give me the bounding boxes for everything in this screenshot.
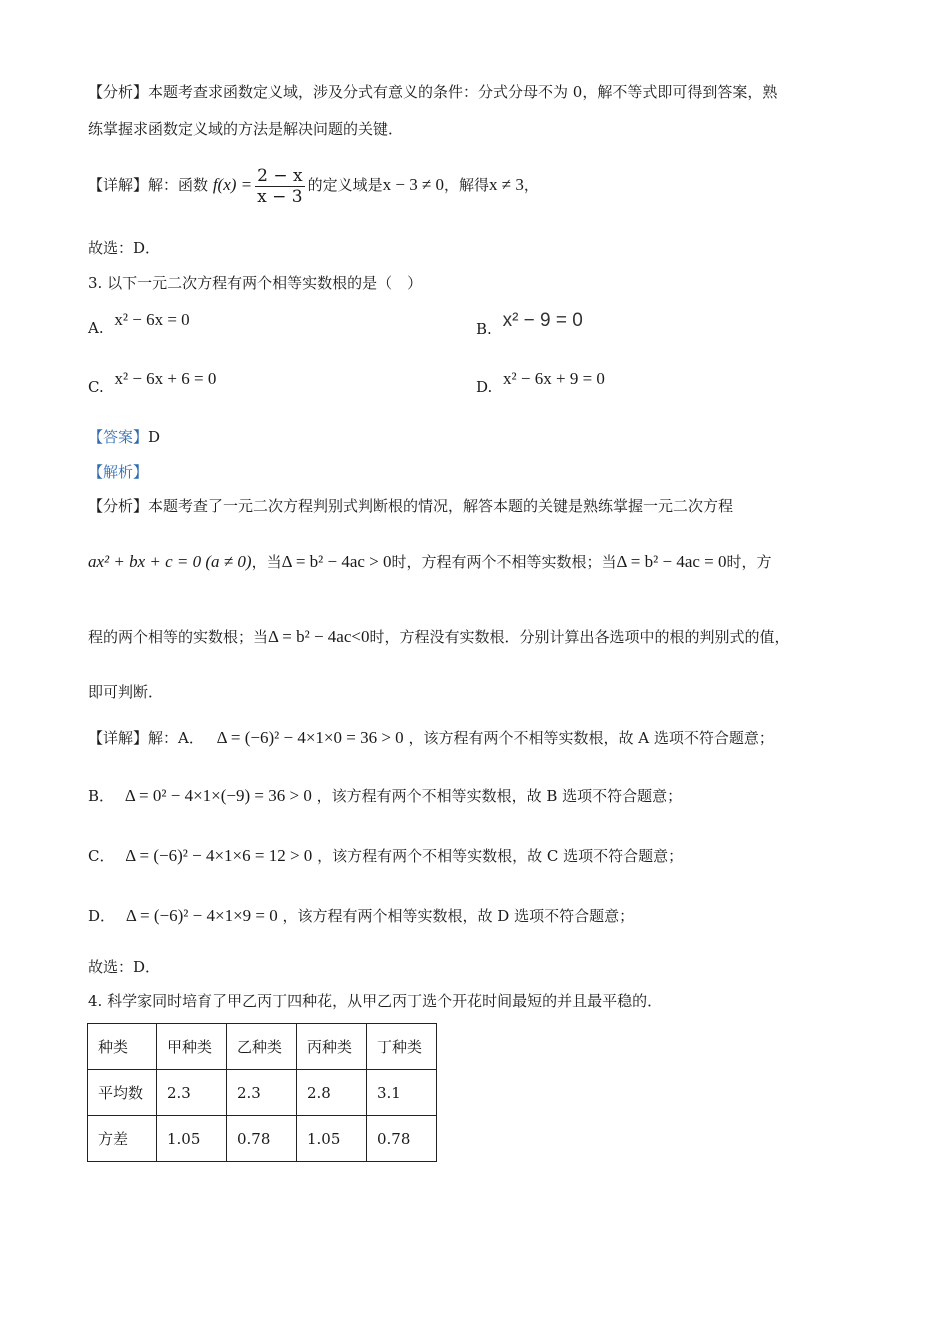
disc-negative: Δ = b² − 4ac<0 xyxy=(268,627,370,646)
disc-zero: Δ = b² − 4ac = 0 xyxy=(616,552,727,571)
table-cell: 1.05 xyxy=(297,1116,367,1162)
q3-analysis-line4: 即可判断． xyxy=(88,683,164,701)
table-cell: 1.05 xyxy=(157,1116,227,1162)
q3-stem: 3. 以下一元二次方程有两个相等实数根的是（ ） xyxy=(88,274,423,292)
table-cell: 方差 xyxy=(88,1116,157,1162)
table-row xyxy=(88,1116,437,1162)
option-d: D. x² − 6x + 9 = 0 xyxy=(476,369,605,396)
flower-table xyxy=(87,1023,437,1162)
table-header-row xyxy=(88,1024,437,1070)
general-form: ax² + bx + c = 0 (a ≠ 0) xyxy=(88,552,252,571)
detail-tag: 【详解】 xyxy=(88,729,149,747)
fraction: $\frac{2 - x}{x - 3}$ xyxy=(257,165,303,207)
table-cell: 平均数 xyxy=(88,1070,157,1116)
analysis-tag: 【分析】 xyxy=(88,83,149,101)
table-cell: 0.78 xyxy=(367,1116,437,1162)
table-cell: 2.3 xyxy=(157,1070,227,1116)
table-row xyxy=(88,1070,437,1116)
table-cell: 2.3 xyxy=(227,1070,297,1116)
detail-tag: 【详解】 xyxy=(88,176,149,194)
answer-tag: 【答案】 xyxy=(88,428,149,446)
q3-conclusion: 故选：D． xyxy=(88,958,161,976)
q2-detail: 【详解】解：函数 f(x) = $\frac{2 - x}{x - 3}$ 的定义域是x − 3 ≠ 0，解得x ≠ 3， xyxy=(88,165,539,207)
table-cell: 0.78 xyxy=(227,1116,297,1162)
analysis-tag: 【分析】 xyxy=(88,497,149,515)
answer-line xyxy=(88,426,160,448)
option-b: B. x² − 9 = 0 xyxy=(476,310,583,338)
table-cell: 2.8 xyxy=(297,1070,367,1116)
disc-positive: Δ = b² − 4ac > 0 xyxy=(281,552,392,571)
option-a: A. x² − 6x = 0 xyxy=(88,310,190,337)
q2-conclusion: 故选：D． xyxy=(88,239,161,257)
domain-result: x ≠ 3 xyxy=(489,175,524,194)
jiexi-tag: 【解析】 xyxy=(88,463,149,481)
q3-detail-c: C． Δ = (−6)² − 4×1×6 = 12 > 0 ，该方程有两个不相等实数根，故 C 选项不符合题意； xyxy=(88,846,684,865)
table-header-cell: 丁种类 xyxy=(367,1024,437,1070)
table-header-cell: 种类 xyxy=(88,1024,157,1070)
table-header-cell: 丙种类 xyxy=(297,1024,367,1070)
domain-condition: x − 3 ≠ 0 xyxy=(382,175,445,194)
q2-analysis-line1: 【分析】本题考查求函数定义域，涉及分式有意义的条件：分式分母不为 0，解不等式即可得到答案，熟 xyxy=(88,83,778,101)
q3-detail-a: 【详解】解：A． Δ = (−6)² − 4×1×0 = 36 > 0 ，该方程有两个不相等实数根，故 A 选项不符合题意； xyxy=(88,728,774,747)
function-name: f(x) = xyxy=(212,175,253,194)
q4-stem: 4. 科学家同时培育了甲乙丙丁四种花，从甲乙丙丁选个开花时间最短的并且最平稳的． xyxy=(88,992,663,1010)
table-cell: 3.1 xyxy=(367,1070,437,1116)
answer-value: D xyxy=(148,428,161,446)
q3-detail-d: D． Δ = (−6)² − 4×1×9 = 0 ，该方程有两个相等实数根，故 D 选项不符合题意； xyxy=(88,906,635,925)
q3-detail-b: B． Δ = 0² − 4×1×(−9) = 36 > 0 ，该方程有两个不相等实数根，故 B 选项不符合题意； xyxy=(88,786,683,805)
q3-analysis-line3: 程的两个相等的实数根；当Δ = b² − 4ac<0时，方程没有实数根．分别计算出各选项中的根的判别式的值， xyxy=(88,627,790,646)
table-header-cell: 甲种类 xyxy=(157,1024,227,1070)
q3-analysis-line1: 【分析】本题考查了一元二次方程判别式判断根的情况，解答本题的关键是熟练掌握一元二次方程 xyxy=(88,497,734,515)
table-header-cell: 乙种类 xyxy=(227,1024,297,1070)
option-c: C. x² − 6x + 6 = 0 xyxy=(88,369,217,396)
q2-analysis-line2: 练掌握求函数定义域的方法是解决问题的关键． xyxy=(88,120,404,138)
q3-analysis-line2: ax² + bx + c = 0 (a ≠ 0)，当Δ = b² − 4ac > 0时，方程有两个不相等实数根；当Δ = b² − 4ac = 0时，方 xyxy=(88,552,772,571)
